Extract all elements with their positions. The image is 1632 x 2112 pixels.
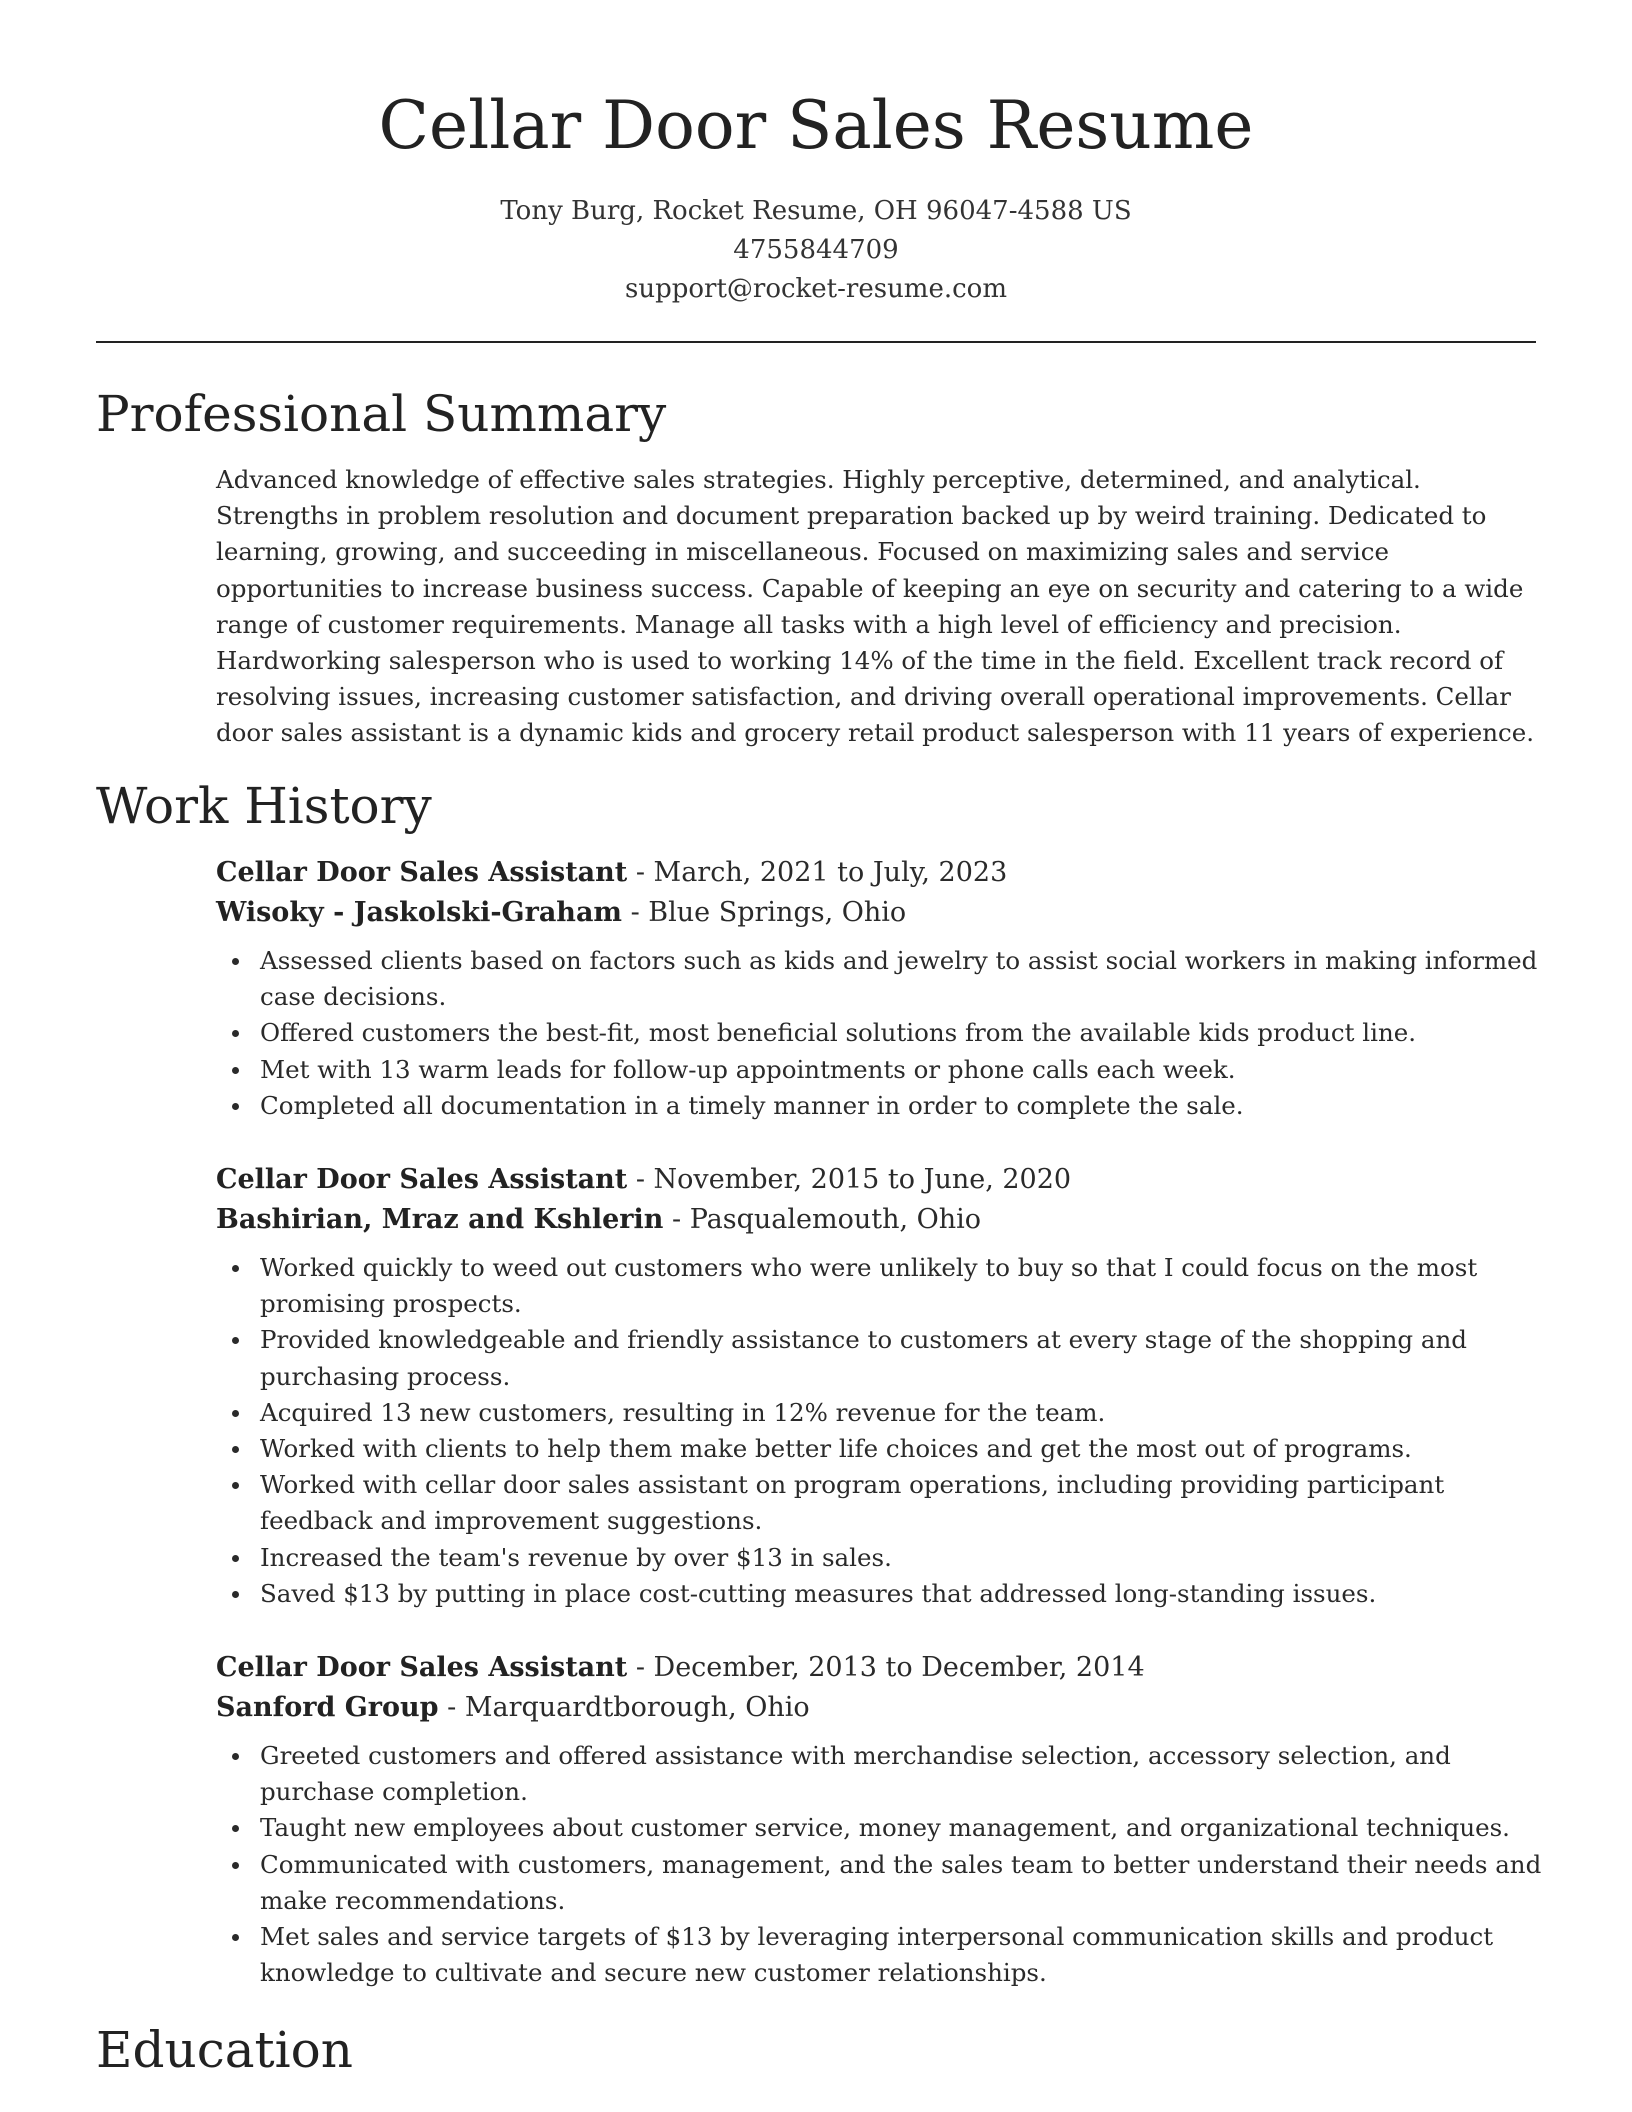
job-company: Wisoky - Jaskolski-Graham <box>216 897 623 928</box>
summary-heading: Professional Summary <box>96 385 667 443</box>
job-entry <box>216 853 1546 1124</box>
contact-block <box>0 192 1632 309</box>
job-title: Cellar Door Sales Assistant <box>216 1164 628 1195</box>
work-history-heading: Work History <box>96 777 432 835</box>
job-company: Sanford Group <box>216 1692 439 1723</box>
list-item: Provided knowledgeable and friendly assistance to customers at every stage of the shopping and purchasing process. <box>260 1322 1546 1394</box>
job-title: Cellar Door Sales Assistant <box>216 1652 628 1683</box>
list-item: Worked quickly to weed out customers who were unlikely to buy so that I could focus on the most promising prospects. <box>260 1250 1546 1322</box>
job-bullets <box>216 1250 1546 1612</box>
list-item: Assessed clients based on factors such as kids and jewelry to assist social workers in making informed case decisions. <box>260 943 1546 1015</box>
job-title: Cellar Door Sales Assistant <box>216 857 628 888</box>
job-title-line <box>216 853 1546 893</box>
job-location: - Marquardtborough, Ohio <box>438 1692 810 1723</box>
job-company-line <box>216 893 1546 933</box>
list-item: Met sales and service targets of $13 by leveraging interpersonal communication skills and product knowledge to cultivate and secure new customer relationships. <box>260 1919 1546 1991</box>
job-location: - Blue Springs, Ohio <box>622 897 907 928</box>
job-title-line <box>216 1648 1546 1688</box>
list-item: Completed all documentation in a timely manner in order to complete the sale. <box>260 1088 1546 1124</box>
contact-phone: 4755844709 <box>733 235 899 265</box>
education-heading: Education <box>96 2021 353 2079</box>
summary-text: Advanced knowledge of effective sales strategies. Highly perceptive, determined, and analytical. Strengths in problem resolution and document preparation backed up by weird training. Dedicated to learning, growing, and succeeding in miscellaneous. Focused on maximizing sales and service opportunities to increase business success. Capable of keeping an eye on security and catering to a wide range of customer requirements. Manage all tasks with a high level of efficiency and precision. Hardworking salesperson who is used to working 14% of the time in the field. Excellent track record of resolving issues, increasing customer satisfaction, and driving overall operational improvements. Cellar door sales assistant is a dynamic kids and grocery retail product salesperson with 11 years of experience. <box>216 465 1535 748</box>
job-dates: - March, 2021 to July, 2023 <box>627 857 1008 888</box>
job-dates: - December, 2013 to December, 2014 <box>627 1652 1145 1683</box>
list-item: Met with 13 warm leads for follow-up appointments or phone calls each week. <box>260 1052 1546 1088</box>
job-title-line <box>216 1160 1546 1200</box>
list-item: Taught new employees about customer service, money management, and organizational techniques. <box>260 1810 1546 1846</box>
list-item: Increased the team's revenue by over $13 in sales. <box>260 1540 1546 1576</box>
job-entry <box>216 1648 1546 1991</box>
list-item: Greeted customers and offered assistance with merchandise selection, accessory selection, and purchase completion. <box>260 1738 1546 1810</box>
job-bullets <box>216 943 1546 1124</box>
contact-address: Tony Burg, Rocket Resume, OH 96047-4588 US <box>500 196 1132 226</box>
job-company-line <box>216 1688 1546 1728</box>
list-item: Saved $13 by putting in place cost-cutting measures that addressed long-standing issues. <box>260 1576 1546 1612</box>
list-item: Worked with clients to help them make better life choices and get the most out of programs. <box>260 1431 1546 1467</box>
job-location: - Pasqualemouth, Ohio <box>663 1204 982 1235</box>
job-entry <box>216 1160 1546 1612</box>
header-divider <box>96 341 1536 343</box>
list-item: Worked with cellar door sales assistant on program operations, including providing participant feedback and improvement suggestions. <box>260 1467 1546 1539</box>
job-dates: - November, 2015 to June, 2020 <box>627 1164 1072 1195</box>
job-bullets <box>216 1738 1546 1991</box>
list-item: Communicated with customers, management, and the sales team to better understand their needs and make recommendations. <box>260 1847 1546 1919</box>
contact-email: support@rocket-resume.com <box>624 274 1007 304</box>
list-item: Acquired 13 new customers, resulting in 12% revenue for the team. <box>260 1395 1546 1431</box>
job-company-line <box>216 1200 1546 1240</box>
list-item: Offered customers the best-fit, most beneficial solutions from the available kids product line. <box>260 1015 1546 1051</box>
resume-title: Cellar Door Sales Resume <box>378 87 1254 164</box>
job-company: Bashirian, Mraz and Kshlerin <box>216 1204 664 1235</box>
